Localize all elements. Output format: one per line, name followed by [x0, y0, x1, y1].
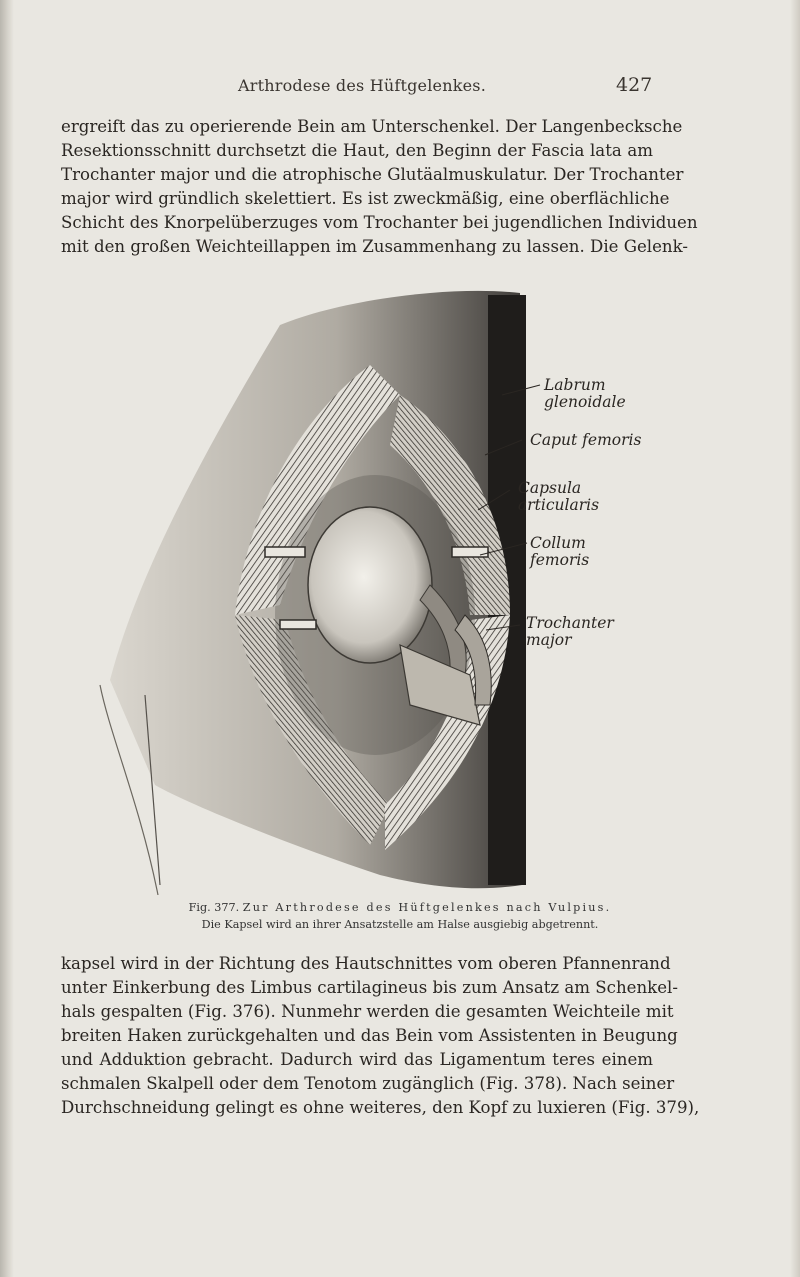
label-collum-line1: Collum	[530, 534, 586, 552]
label-caput	[530, 432, 641, 449]
label-collum-line2: femoris	[530, 551, 590, 569]
text-line: hals gespalten (Fig. 376). Nunmehr werden die gesamten Weichteile mit	[61, 1002, 674, 1021]
femoral-head	[308, 507, 432, 663]
text-line: Durchschneidung gelingt es ohne weiteres, den Kopf zu luxieren (Fig. 379),	[61, 1098, 700, 1117]
figure-caption-line2: Die Kapsel wird an ihrer Ansatzstelle am Halse ausgiebig abgetrennt.	[201, 918, 599, 931]
paragraph-bottom	[61, 952, 700, 1120]
text-line: Trochanter major und die atrophische Glutäalmuskulatur. Der Trochanter	[61, 165, 684, 184]
label-trochanter-line1: Trochanter	[526, 614, 614, 632]
label-trochanter	[526, 615, 614, 649]
paragraph-top	[61, 115, 698, 259]
page-number: 427	[616, 74, 653, 96]
text-line: ergreift das zu operierende Bein am Unterschenkel. Der Langenbecksche	[61, 117, 683, 136]
running-head	[0, 76, 800, 100]
figure-caption-line1	[0, 901, 800, 914]
label-trochanter-line2: major	[526, 631, 572, 649]
page-edge-shadow	[0, 0, 14, 1277]
text-line: mit den großen Weichteillappen im Zusammenhang zu lassen. Die Gelenk-	[61, 237, 688, 256]
page-edge-right	[790, 0, 800, 1277]
text-line: Resektionsschnitt durchsetzt die Haut, den Beginn der Fascia lata am	[61, 141, 653, 160]
anatomical-figure	[40, 285, 680, 895]
label-labrum	[544, 377, 626, 411]
label-labrum-line1: Labrum	[544, 376, 606, 394]
text-line: und Adduktion gebracht. Dadurch wird das Ligamentum teres einem	[61, 1050, 653, 1069]
figure-number: Fig. 377.	[188, 901, 240, 914]
text-line: schmalen Skalpell oder dem Tenotom zugänglich (Fig. 378). Nach seiner	[61, 1074, 675, 1093]
retractor-right	[452, 547, 488, 557]
text-line: unter Einkerbung des Limbus cartilagineus bis zum Ansatz am Schenkel-	[61, 978, 678, 997]
label-labrum-line2: glenoidale	[544, 393, 626, 411]
text-line: Schicht des Knorpelüberzuges vom Trochanter bei jugendlichen Individuen	[61, 213, 698, 232]
running-title: Arthrodese des Hüftgelenkes.	[238, 76, 486, 95]
label-capsula	[518, 480, 599, 514]
label-capsula-line2: articularis	[518, 496, 600, 514]
text-line: kapsel wird in der Richtung des Hautschnittes vom oberen Pfannenrand	[61, 954, 671, 973]
text-line: breiten Haken zurückgehalten und das Bein vom Assistenten in Beugung	[61, 1026, 678, 1045]
text-line: major wird gründlich skelettiert. Es ist zweckmäßig, eine oberflächliche	[61, 189, 670, 208]
label-caput-line1: Caput femoris	[530, 431, 642, 449]
retractor-left	[265, 547, 305, 557]
retractor-lower-left	[280, 620, 316, 629]
label-collum	[530, 535, 589, 569]
label-capsula-line1: Capsula	[518, 479, 582, 497]
figure-title: Zur Arthrodese des Hüftgelenkes nach Vulpius.	[242, 901, 612, 914]
